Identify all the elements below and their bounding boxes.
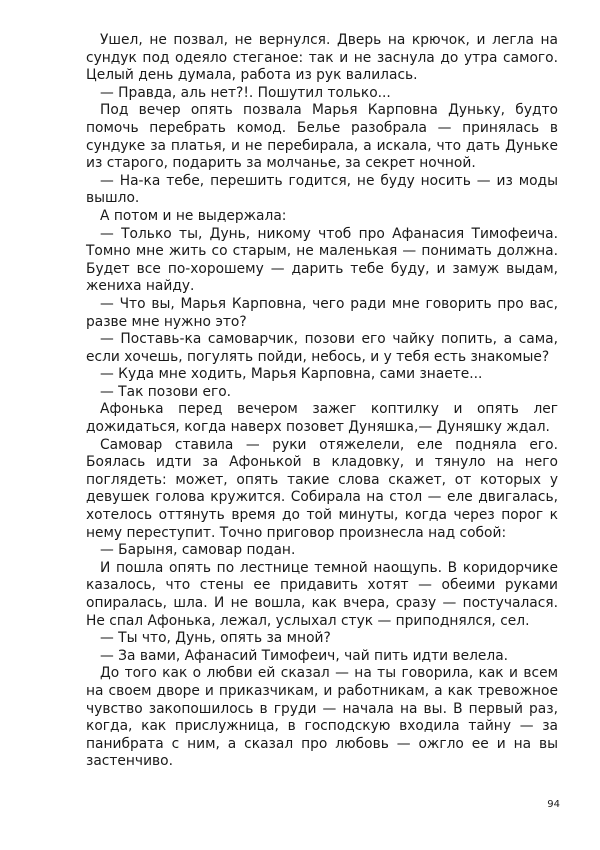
paragraph: — Куда мне ходить, Марья Карповна, сами знаете...: [100, 366, 483, 383]
body-text: [86, 32, 558, 771]
paragraph: И пошла опять по лестнице темной наощупь. В коридорчике казалось, что стены ее придавить хотят — обеими руками опиралась, шла. И не вошла, как вчера, сразу — постучалася. Не спал Афонька, лежал, услыхал стук — приподнялся, сел.: [86, 559, 558, 629]
paragraph: Афонька перед вечером зажег коптилку и опять лег дожидаться, когда наверх позовет Дуняшка,— Дуняшку ждал.: [86, 401, 558, 436]
paragraph: — Поставь-ка самоварчик, позови его чайку попить, а сама, если хочешь, погулять пойди, небось, и у тебя есть знакомые?: [86, 331, 558, 365]
paragraph: — Так позови его.: [100, 383, 232, 400]
paragraph: — Ты что, Дунь, опять за мной?: [100, 630, 331, 647]
paragraph: До того как о любви ей сказал — на ты говорила, как и всем на своем дворе и приказчикам, и работникам, а как тревожное чувство закопошилось в груди — начала на вы. В первый раз, когда, как прислужница, в господскую входила тайну — за панибрата с ним, а сказал про любовь — ожгло ее и на вы застенчиво.: [86, 665, 558, 770]
paragraph: Самовар ставила — руки отяжелели, еле подняла его. Боялась идти за Афонькой в кладовку, и тянуло на него поглядеть: может, опять такие слова скажет, от которых у девушек голова кружится. Собирала на стол — еле двигалась, хотелось оттянуть время до той минуты, когда через порог к нему переступит. Точно приговор произнесла над собой:: [86, 436, 558, 541]
paragraph: — Только ты, Дунь, никому чтоб про Афанасия Тимофеича. Томно мне жить со старым, не маленькая — понимать должна. Будет все по-хорошему — дарить тебе буду, и замуж выдам, жениха найду.: [86, 225, 558, 295]
paragraph: А потом и не выдержала:: [100, 207, 287, 224]
paragraph: — На-ка тебе, перешить годится, не буду носить — из моды вышло.: [86, 172, 558, 207]
paragraph: — Барыня, самовар подан.: [100, 542, 296, 559]
paragraph: — Что вы, Марья Карповна, чего ради мне говорить про вас, разве мне нужно это?: [86, 295, 558, 330]
paragraph: — За вами, Афанасий Тимофеич, чай пить идти велела.: [100, 647, 509, 664]
paragraph: Под вечер опять позвала Марья Карповна Дуньку, будто помочь перебрать комод. Белье разобрала — принялась в сундуке за платья, и не перебирала, а искала, что дать Дуньке из старого, подарить за молчанье, за секрет ночной.: [86, 102, 558, 172]
paragraph: — Правда, аль нет?!. Пошутил только...: [100, 84, 391, 101]
paragraph: Ушел, не позвал, не вернулся. Дверь на крючок, и легла на сундук под одеяло стеганое: так и не заснула до утра самого. Целый день думала, работа из рук валилась.: [86, 32, 558, 84]
page-number: 94: [547, 799, 560, 810]
